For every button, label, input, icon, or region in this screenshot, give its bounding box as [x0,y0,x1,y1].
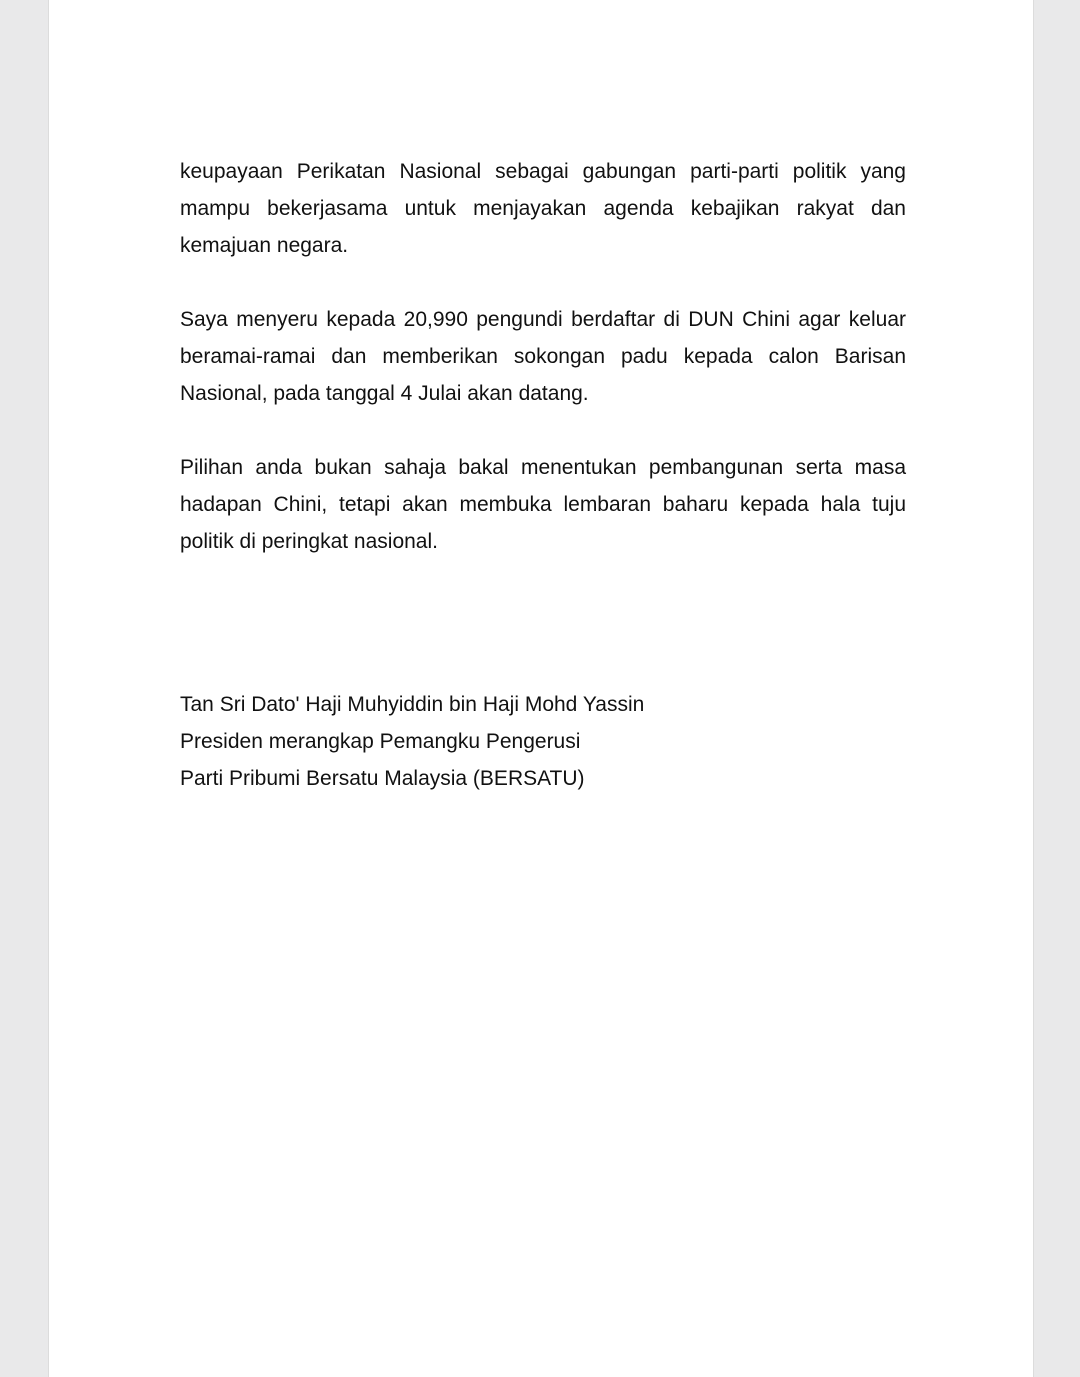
paragraph-kebajikan: keupayaan Perikatan Nasional sebagai gabungan parti-parti politik yang mampu bekerjasama untuk menjayakan agenda kebajikan rakyat dan kemajuan negara. [180,160,906,257]
signature-block [180,686,906,797]
document-body [180,153,906,797]
signatory-organization: Parti Pribumi Bersatu Malaysia (BERSATU) [180,767,585,790]
signatory-name: Tan Sri Dato' Haji Muhyiddin bin Haji Mohd Yassin [180,693,645,716]
signatory-title: Presiden merangkap Pemangku Pengerusi [180,730,581,753]
paragraph-seruan-pengundi: Saya menyeru kepada 20,990 pengundi berdaftar di DUN Chini agar keluar beramai-ramai dan memberikan sokongan padu kepada calon Barisan Nasional, pada tanggal 4 Julai akan datang. [180,308,906,405]
document-page [48,0,1034,1377]
paragraph-pilihan: Pilihan anda bukan sahaja bakal menentukan pembangunan serta masa hadapan Chini, tetapi akan membuka lembaran baharu kepada hala tuju politik di peringkat nasional. [180,456,906,553]
